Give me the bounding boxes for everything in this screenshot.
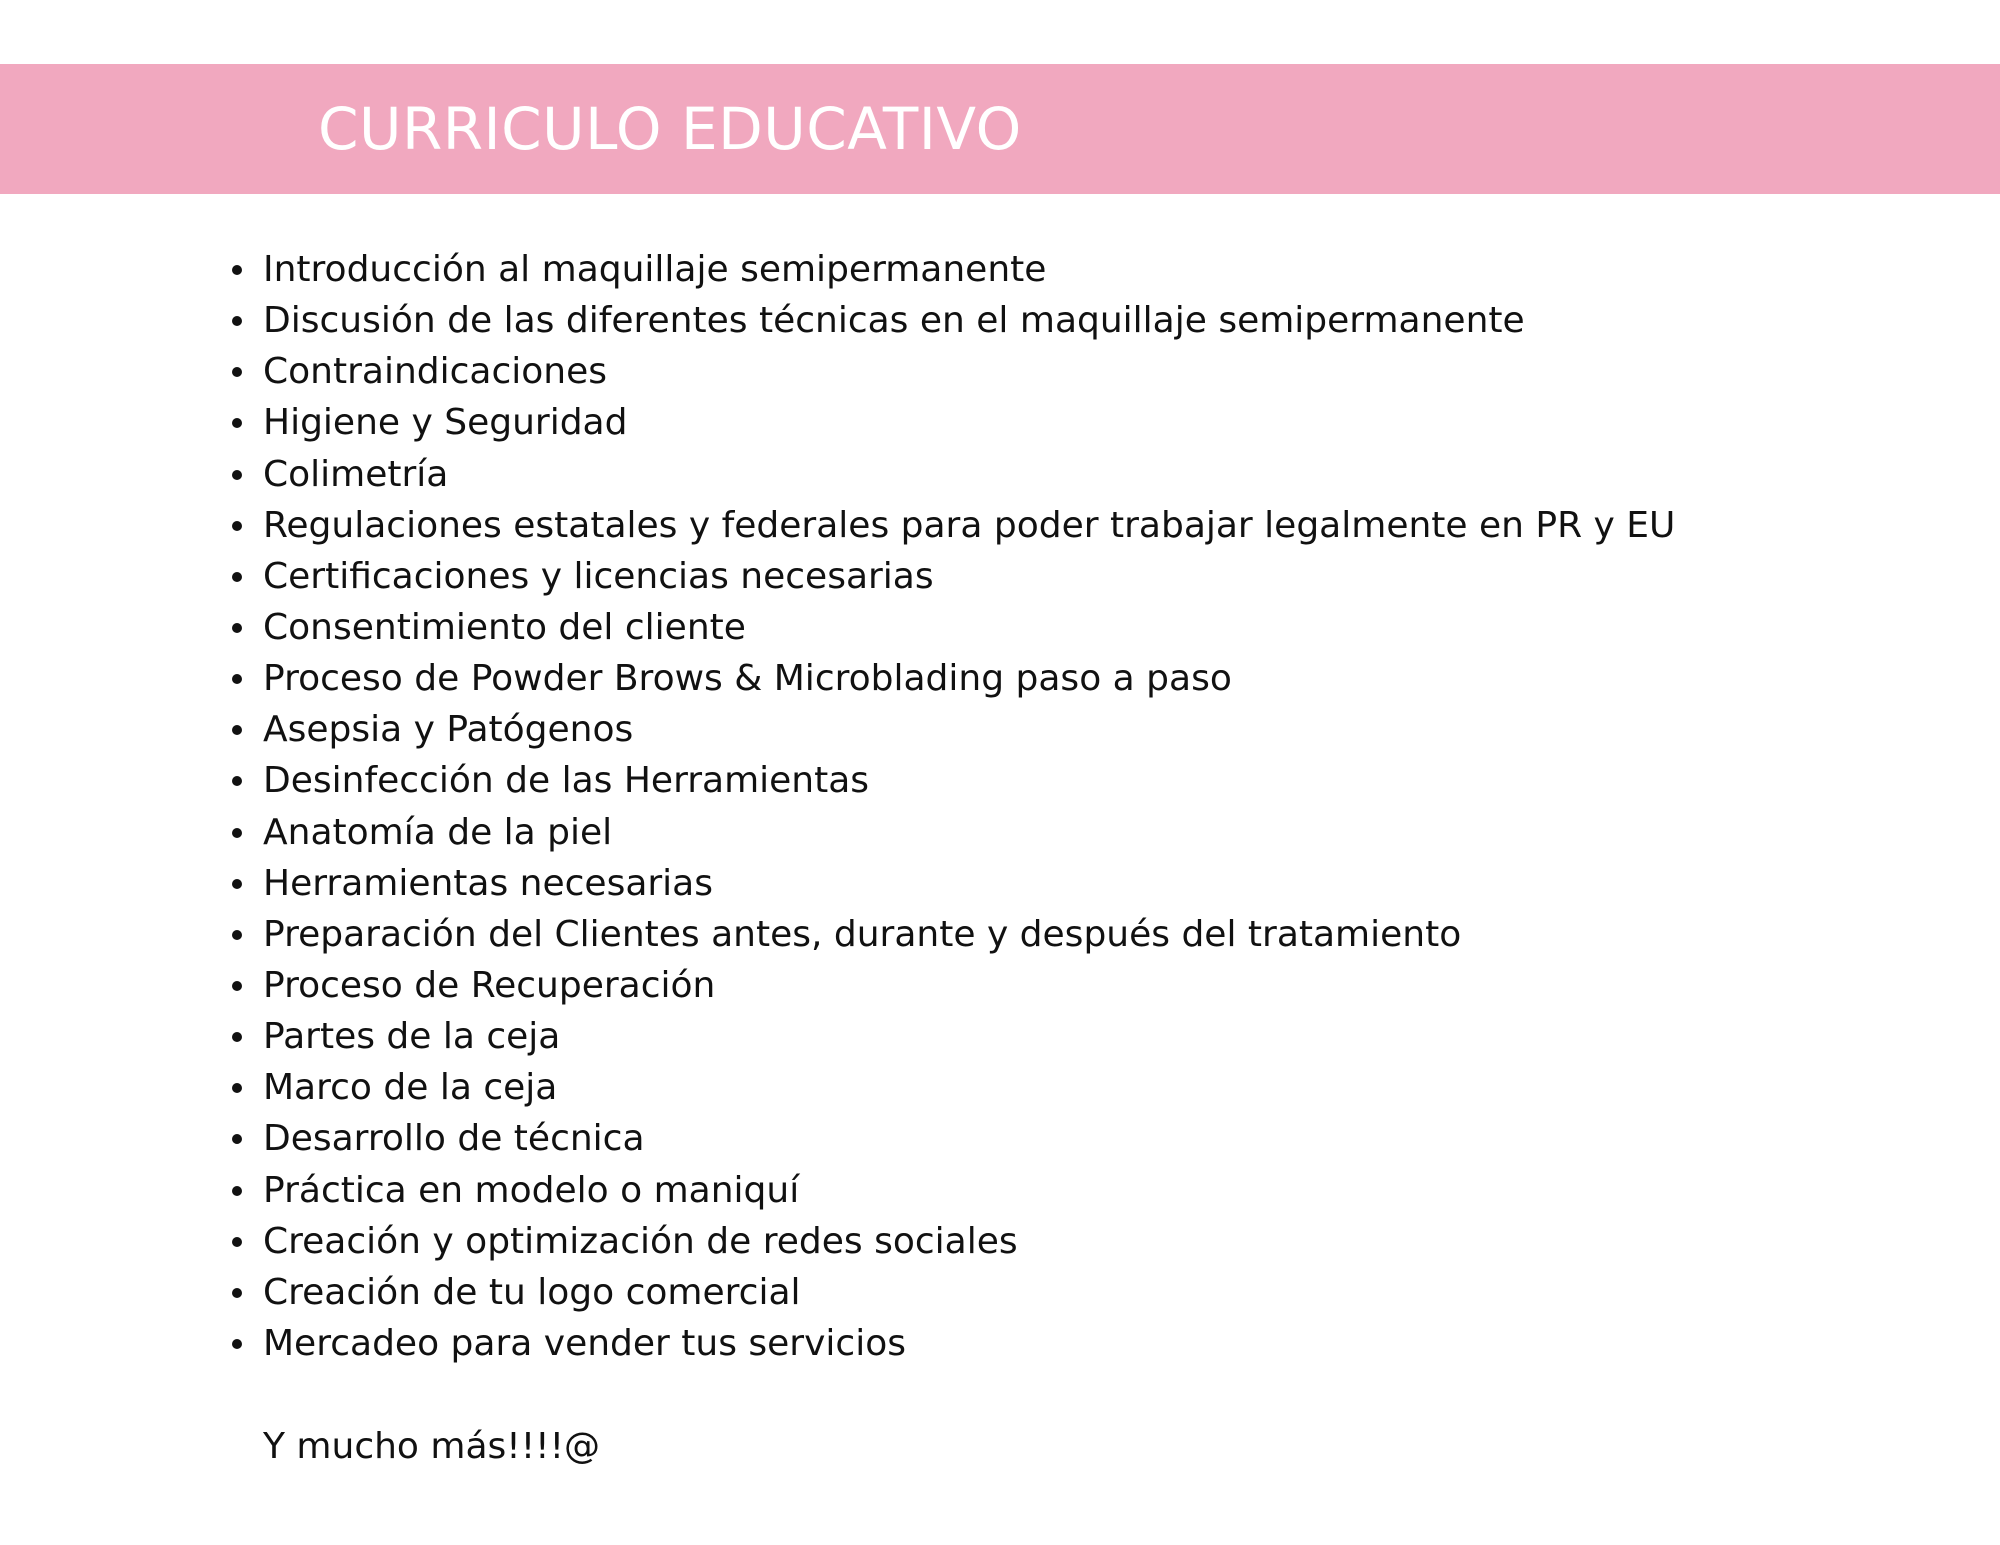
list-item	[263, 704, 1675, 755]
bullet-icon	[232, 981, 242, 991]
list-item	[263, 500, 1675, 551]
list-item-text: Asepsia y Patógenos	[263, 709, 634, 751]
bullet-icon	[232, 1083, 242, 1093]
list-item-text: Higiene y Seguridad	[263, 402, 628, 444]
bullet-icon	[232, 930, 242, 940]
list-item-text: Contraindicaciones	[263, 351, 608, 393]
list-item	[263, 397, 1675, 448]
bullet-icon	[232, 1134, 242, 1144]
bullet-icon	[232, 776, 242, 786]
list-item	[263, 1318, 1675, 1369]
list-item-text: Proceso de Powder Brows & Microblading paso a paso	[263, 658, 1232, 700]
bullet-icon	[232, 1237, 242, 1247]
bullet-icon	[232, 470, 242, 480]
list-item-text: Colimetría	[263, 453, 449, 495]
list-item	[263, 909, 1675, 960]
bullet-icon	[232, 367, 242, 377]
bullet-icon	[232, 1339, 242, 1349]
list-item-text: Herramientas necesarias	[263, 862, 713, 904]
bullet-icon	[232, 521, 242, 531]
curriculum-list	[263, 244, 1675, 1369]
list-item-text: Desarrollo de técnica	[263, 1118, 645, 1160]
bullet-icon	[232, 1186, 242, 1196]
list-item	[263, 960, 1675, 1011]
list-item	[263, 449, 1675, 500]
list-item	[263, 755, 1675, 806]
list-item-text: Consentimiento del cliente	[263, 606, 746, 648]
list-item	[263, 807, 1675, 858]
list-item	[263, 295, 1675, 346]
list-item-text: Proceso de Recuperación	[263, 964, 716, 1006]
bullet-icon	[232, 316, 242, 326]
bullet-icon	[232, 1288, 242, 1298]
list-item-text: Marco de la ceja	[263, 1067, 558, 1109]
list-item-text: Desinfección de las Herramientas	[263, 760, 870, 802]
list-item-text: Anatomía de la piel	[263, 811, 613, 853]
list-item	[263, 858, 1675, 909]
bullet-icon	[232, 418, 242, 428]
list-item	[263, 1113, 1675, 1164]
list-item	[263, 1267, 1675, 1318]
list-item	[263, 1165, 1675, 1216]
closing-text: Y mucho más!!!!@	[263, 1426, 601, 1467]
list-item	[263, 1062, 1675, 1113]
list-item-text: Regulaciones estatales y federales para poder trabajar legalmente en PR y EU	[263, 504, 1676, 546]
list-item	[263, 346, 1675, 397]
list-item	[263, 551, 1675, 602]
list-item-text: Certificaciones y licencias necesarias	[263, 555, 934, 597]
page-title: CURRICULO EDUCATIVO	[318, 95, 1022, 163]
list-item	[263, 244, 1675, 295]
list-item-text: Discusión de las diferentes técnicas en el maquillaje semipermanente	[263, 300, 1525, 342]
list-item-text: Introducción al maquillaje semipermanente	[263, 249, 1047, 290]
bullet-icon	[232, 1032, 242, 1042]
list-item-text: Partes de la ceja	[263, 1016, 561, 1058]
list-item	[263, 602, 1675, 653]
bullet-icon	[232, 572, 242, 582]
bullet-icon	[232, 879, 242, 889]
list-item	[263, 1011, 1675, 1062]
bullet-icon	[232, 623, 242, 633]
bullet-icon	[232, 725, 242, 735]
header-banner	[0, 64, 2000, 194]
list-item-text: Práctica en modelo o maniquí	[263, 1169, 800, 1211]
list-item-text: Creación de tu logo comercial	[263, 1271, 801, 1313]
bullet-icon	[232, 828, 242, 838]
bullet-icon	[232, 674, 242, 684]
list-item-text: Mercadeo para vender tus servicios	[263, 1322, 906, 1364]
list-item	[263, 1216, 1675, 1267]
list-item-text: Preparación del Clientes antes, durante y después del tratamiento	[263, 913, 1462, 955]
list-item-text: Creación y optimización de redes sociales	[263, 1220, 1018, 1262]
list-item	[263, 653, 1675, 704]
bullet-icon	[232, 265, 242, 275]
